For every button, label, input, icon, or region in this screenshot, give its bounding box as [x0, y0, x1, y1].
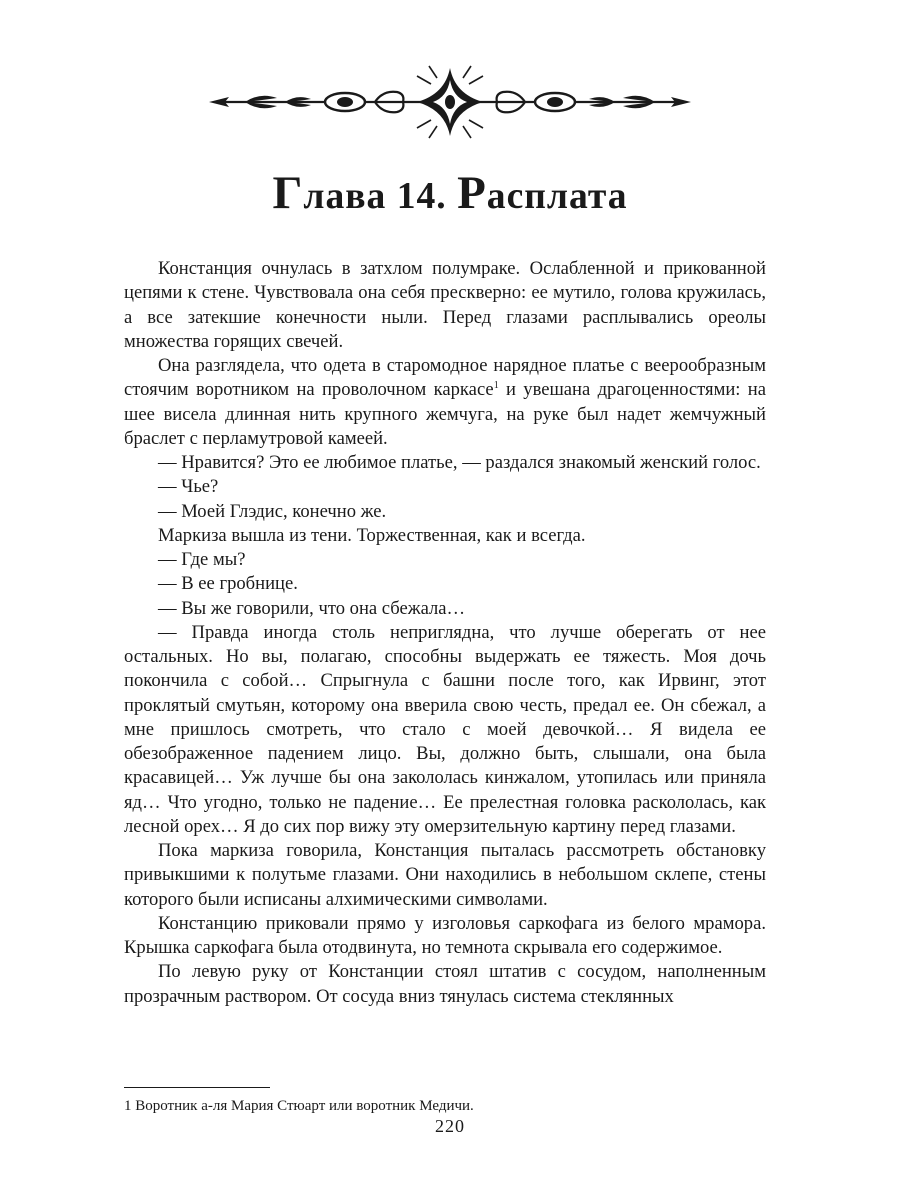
paragraph: Маркиза вышла из тени. Торжественная, как и всегда. — [158, 524, 586, 546]
paragraph: По левую руку от Констанции стоял штатив с сосудом, наполненным прозрачным раствором. От сосуда вниз тянулась система стеклянных — [124, 961, 766, 1007]
paragraph: — В ее гробнице. — [158, 573, 298, 595]
footnote-marker: 1 — [493, 380, 499, 392]
paragraph: — Где мы? — [158, 549, 246, 570]
page-number: 220 — [435, 1116, 465, 1136]
chapter-title: Глава 14. Расплата — [272, 167, 628, 219]
paragraph: — Моей Глэдис, конечно же. — [158, 500, 387, 522]
chapter-ornament-icon — [205, 62, 695, 146]
paragraph: Констанция очнулась в затхлом полумраке. Ослабленной и прикованной цепями к стене. Чувствовала она себя прескверно: ее мутило, голова кружилась, а все затекшие конечности ныли. Перед глазами расплывались ореолы множества горящих свечей. — [124, 258, 766, 352]
paragraph: — Нравится? Это ее любимое платье, — раздался знакомый женский голос. — [158, 452, 761, 473]
paragraph: — Вы же говорили, что она сбежала… — [158, 597, 466, 619]
paragraph: — Чье? — [158, 476, 219, 498]
paragraph: Констанцию приковали прямо у изголовья саркофага из белого мрамора. Крышка саркофага была отодвинута, но темнота скрывала его содержимое. — [124, 912, 766, 958]
footnote: 1 Воротник а-ля Мария Стюарт или воротник Медичи. — [124, 1098, 474, 1114]
footnote-divider — [124, 1087, 270, 1088]
body-text — [124, 257, 766, 1009]
paragraph: — Правда иногда столь неприглядна, что лучше оберегать от нее остальных. Но вы, полагаю, способны выдержать ее тяжесть. Моя дочь покончила с собой… Спрыгнула с башни после того, как Ирвинг, этот проклятый смутьян, которому она вверила свою честь, предал ее. Он сбежал, а мне пришлось смотреть, что стало с моей девочкой… Я видела ее обезображенное падением лицо. Вы, должно быть, слышали, она была красавицей… Уж лучше бы она закололась кинжалом, утопилась или приняла яд… Что угодно, только не падение… Ее прелестная головка раскололась, как лесной орех… Я до сих пор вижу эту омерзительную картину перед глазами. — [124, 621, 766, 837]
paragraph: Пока маркиза говорила, Констанция пыталась рассмотреть обстановку привыкшими к полутьме глазами. Они находились в небольшом склепе, стены которого были исписаны алхимическими символами. — [124, 840, 766, 910]
paragraph: Она разглядела, что одета в старомодное нарядное платье с веерообразным стоячим воротником на проволочном каркасе$^1$ и увешана драгоценностями: на шее висела длинная нить крупного жемчуга, на руке был надет жемчужный браслет с перламутровой камеей. — [124, 355, 766, 449]
